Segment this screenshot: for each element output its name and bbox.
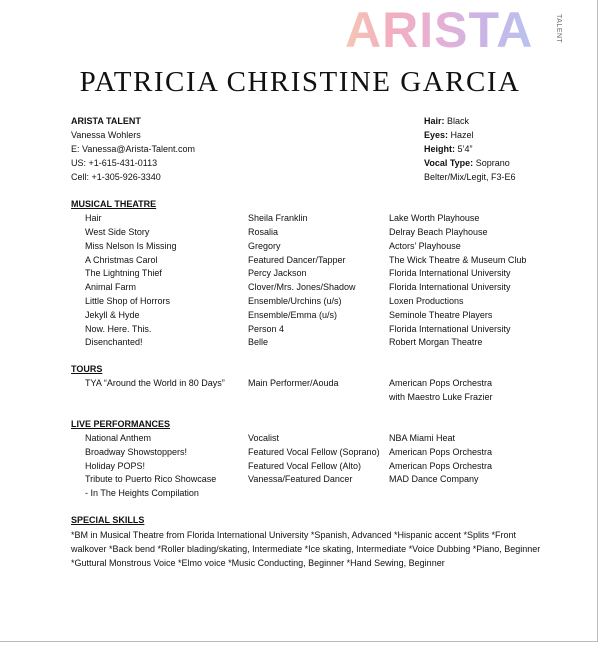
credit-role: Gregory — [248, 241, 281, 251]
agent-cell-phone: Cell: +1-305-926-3340 — [71, 172, 161, 182]
credit-show: The Lightning Thief — [85, 268, 162, 278]
credit-role: Person 4 — [248, 324, 285, 334]
credit-show: Hair — [85, 213, 102, 223]
stat-value: Soprano — [475, 158, 510, 168]
section-heading-musical-theatre: MUSICAL THEATRE — [71, 199, 157, 209]
credit-role: Ensemble/Urchins (u/s) — [248, 296, 342, 306]
credit-venue: Loxen Productions — [389, 296, 464, 306]
stat-height — [424, 143, 473, 157]
credit-role: Featured Dancer/Tapper — [248, 255, 346, 265]
credit-show: West Side Story — [85, 227, 150, 237]
stat-label: Eyes: — [424, 130, 449, 140]
credit-role: Main Performer/Aouda — [248, 378, 339, 388]
credit-venue: Delray Beach Playhouse — [389, 227, 488, 237]
section-heading-tours: TOURS — [71, 364, 103, 374]
arista-logo-subtext: TALENT — [555, 14, 562, 44]
credit-show: TYA “Around the World in 80 Days” — [85, 378, 225, 388]
credit-role: Clover/Mrs. Jones/Shadow — [248, 282, 356, 292]
credit-role: Featured Vocal Fellow (Alto) — [248, 461, 362, 471]
credit-show: Jekyll & Hyde — [85, 310, 140, 320]
credit-venue: Florida International University — [389, 282, 511, 292]
credit-venue: American Pops Orchestra — [389, 447, 493, 457]
credit-show: Disenchanted! — [85, 337, 143, 347]
agent-email: E: Vanessa@Arista-Talent.com — [71, 144, 196, 154]
stat-hair — [424, 115, 469, 129]
credit-show: - In The Heights Compilation — [85, 488, 199, 498]
credit-venue: Florida International University — [389, 268, 511, 278]
credit-venue: Actors’ Playhouse — [389, 241, 461, 251]
section-heading-special-skills: SPECIAL SKILLS — [71, 515, 145, 525]
performer-name: PATRICIA CHRISTINE GARCIA — [79, 66, 521, 98]
stat-vocal-type — [424, 157, 510, 171]
stat-value: 5’4” — [457, 144, 473, 154]
credit-venue: Florida International University — [389, 324, 511, 334]
credit-venue: Robert Morgan Theatre — [389, 337, 483, 347]
stat-value: Black — [447, 116, 470, 126]
credit-role: Rosalia — [248, 227, 279, 237]
credit-show: Little Shop of Horrors — [85, 296, 171, 306]
credit-venue: Seminole Theatre Players — [389, 310, 493, 320]
credit-role: Ensemble/Emma (u/s) — [248, 310, 338, 320]
stat-vocal-range: Belter/Mix/Legit, F3-E6 — [424, 172, 516, 182]
credit-venue: The Wick Theatre & Museum Club — [389, 255, 527, 265]
stat-eyes — [424, 129, 474, 143]
credit-role: Belle — [248, 337, 269, 347]
credit-venue: MAD Dance Company — [389, 474, 479, 484]
stat-label: Hair: — [424, 116, 445, 126]
stat-label: Height: — [424, 144, 455, 154]
credit-show: A Christmas Carol — [85, 255, 158, 265]
credit-show: Holiday POPS! — [85, 461, 146, 471]
agent-us-phone: US: +1-615-431-0113 — [71, 158, 158, 168]
credit-role: Percy Jackson — [248, 268, 307, 278]
stat-label: Vocal Type: — [424, 158, 474, 168]
credit-show: Now. Here. This. — [85, 324, 152, 334]
credit-role: Featured Vocal Fellow (Soprano) — [248, 447, 380, 457]
credit-show: National Anthem — [85, 433, 152, 443]
special-skills-text: *BM in Musical Theatre from Florida International University *Spanish, Advanced *Hispanic accent *Splits *Front walkover *Back bend *Roller blading/skating, Intermediate *Ice skating, Intermediate *Voice Dubbing *Piano, Beginner *Guttural Monstrous Voice *Elmo voice *Music Conducting, Beginner *Hand Sewing, Beginner — [71, 530, 541, 568]
credit-role: Vanessa/Featured Dancer — [248, 474, 353, 484]
credit-show: Miss Nelson Is Missing — [85, 241, 177, 251]
credit-role: Vocalist — [248, 433, 280, 443]
credit-show: Animal Farm — [85, 282, 137, 292]
credit-venue: Lake Worth Playhouse — [389, 213, 480, 223]
stat-value: Hazel — [450, 130, 474, 140]
agency-title: ARISTA TALENT — [71, 116, 141, 126]
arista-logo: ARISTA — [345, 2, 534, 58]
credit-venue: NBA Miami Heat — [389, 433, 456, 443]
credit-venue: American Pops Orchestra — [389, 461, 493, 471]
agent-name: Vanessa Wohlers — [71, 130, 141, 140]
credit-role: Sheila Franklin — [248, 213, 308, 223]
credit-venue: with Maestro Luke Frazier — [389, 392, 493, 402]
credit-show: Broadway Showstoppers! — [85, 447, 188, 457]
credit-venue: American Pops Orchestra — [389, 378, 493, 388]
section-heading-live-performances: LIVE PERFORMANCES — [71, 419, 171, 429]
credit-show: Tribute to Puerto Rico Showcase — [85, 474, 217, 484]
